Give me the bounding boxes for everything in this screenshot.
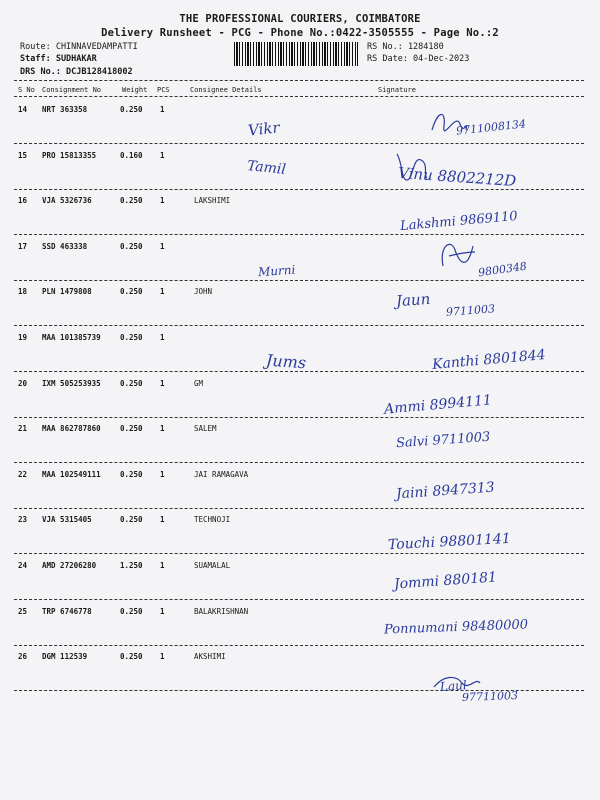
rs-number: RS No.: 1284180 (367, 42, 444, 52)
handwritten-signature: Jaini 8947313 (395, 479, 496, 503)
row-sno: 19 (18, 333, 28, 342)
row-pcs: 1 (160, 241, 165, 251)
row-divider (14, 553, 584, 554)
row-sno: 18 (18, 287, 28, 297)
row-consignee: JAI RAMAGAVA (194, 469, 249, 479)
col-consignee: Consignee Details (190, 86, 262, 94)
row-consignee: BALAKRISHNAN (194, 606, 249, 616)
row-consignment: MAA 101385739 (42, 333, 101, 342)
row-divider (14, 508, 584, 509)
row-weight: 0.250 (120, 287, 143, 297)
row-weight: 0.250 (120, 241, 143, 251)
route-label: Route: CHINNAVEDAMPATTI (20, 42, 138, 52)
row-consignment: NRT 363358 (42, 105, 88, 114)
row-pcs: 1 (160, 652, 165, 662)
row-divider (14, 417, 584, 418)
row-weight: 1.250 (120, 561, 143, 570)
row-divider (14, 599, 584, 600)
handwritten-signature: Murni (257, 262, 296, 280)
row-weight: 0.160 (120, 150, 143, 160)
handwritten-signature: 9711003 (445, 302, 496, 319)
row-sno: 20 (18, 378, 28, 388)
row-sno: 26 (18, 652, 28, 662)
row-consignment: AMD 27206280 (42, 561, 97, 570)
row-sno: 23 (18, 515, 28, 525)
runsheet-subtitle: Delivery Runsheet - PCG - Phone No.:0422-3505555 - Page No.:2 (101, 27, 499, 39)
handwritten-signature: 9711008134 (455, 117, 527, 138)
col-signature: Signature (378, 86, 416, 94)
signature-scribble (432, 673, 482, 693)
handwritten-signature: Ponnumani 98480000 (383, 617, 529, 638)
col-weight: Weight (122, 86, 148, 94)
row-divider (14, 462, 584, 463)
row-weight: 0.250 (120, 333, 143, 342)
row-divider (14, 234, 584, 235)
row-consignment: VJA 5315405 (42, 515, 92, 525)
row-consignment: DGM 112539 (42, 652, 88, 662)
row-divider (14, 280, 584, 281)
handwritten-signature: Lakshmi 9869110 (399, 208, 519, 235)
row-pcs: 1 (160, 196, 165, 206)
handwritten-signature: Jums (265, 350, 307, 373)
row-sno: 16 (18, 196, 28, 206)
company-title: THE PROFESSIONAL COURIERS, COIMBATORE (179, 13, 421, 25)
row-weight: 0.250 (120, 424, 143, 434)
divider (14, 96, 584, 97)
row-pcs: 1 (160, 561, 165, 570)
row-sno: 22 (18, 469, 28, 479)
row-sno: 25 (18, 606, 28, 616)
row-consignee: GM (194, 378, 204, 388)
row-sno: 24 (18, 561, 28, 570)
rs-date: RS Date: 04-Dec-2023 (367, 54, 470, 64)
col-consignment: Consignment No (42, 86, 102, 94)
handwritten-signature: Salvi 9711003 (395, 429, 491, 452)
handwritten-signature: Laul (439, 678, 468, 694)
row-consignment: VJA 5326736 (42, 196, 92, 206)
row-weight: 0.250 (120, 196, 143, 206)
signature-scribble (393, 150, 429, 186)
row-pcs: 1 (160, 378, 165, 388)
barcode (234, 42, 358, 66)
row-weight: 0.250 (120, 469, 143, 479)
row-pcs: 1 (160, 150, 165, 160)
row-consignment: MAA 102549111 (42, 469, 101, 479)
row-weight: 0.250 (120, 378, 143, 388)
staff-label: Staff: SUDHAKAR (20, 54, 97, 64)
row-pcs: 1 (160, 606, 165, 616)
row-pcs: 1 (160, 469, 165, 479)
row-divider (14, 645, 584, 646)
row-pcs: 1 (160, 515, 165, 525)
row-consignee: SUAMALAL (194, 561, 231, 570)
handwritten-signature: Vikr (247, 118, 281, 140)
row-sno: 21 (18, 424, 28, 434)
signature-scribble (430, 108, 470, 138)
row-consignee: JOHN (194, 287, 213, 297)
row-pcs: 1 (160, 287, 165, 297)
row-consignment: PRO 15813355 (42, 150, 97, 160)
row-divider (14, 325, 584, 326)
row-consignee: LAKSHIMI (194, 196, 231, 206)
row-weight: 0.250 (120, 515, 143, 525)
row-weight: 0.250 (120, 105, 143, 114)
row-pcs: 1 (160, 424, 165, 434)
handwritten-signature: Touchi 98801141 (387, 530, 512, 554)
row-consignment: MAA 862787860 (42, 424, 101, 434)
row-consignee: AKSHIMI (194, 652, 226, 662)
divider (14, 80, 584, 81)
row-pcs: 1 (160, 333, 165, 342)
row-weight: 0.250 (120, 652, 143, 662)
row-consignment: PLN 1479808 (42, 287, 92, 297)
handwritten-signature: 97711003 (461, 689, 519, 704)
row-sno: 17 (18, 241, 28, 251)
signature-scribble (437, 236, 477, 276)
row-weight: 0.250 (120, 606, 143, 616)
row-sno: 15 (18, 150, 28, 160)
drs-number: DRS No.: DCJB128418002 (20, 67, 133, 77)
handwritten-signature: Ammi 8994111 (383, 392, 493, 418)
row-sno: 14 (18, 105, 28, 114)
row-consignment: TRP 6746778 (42, 606, 92, 616)
handwritten-signature: Kanthi 8801844 (431, 347, 547, 373)
handwritten-signature: 9800348 (477, 259, 528, 280)
row-consignee: SALEM (194, 424, 217, 434)
row-consignee: TECHNOJI (194, 515, 231, 525)
handwritten-signature: Jaun (395, 289, 431, 311)
handwritten-signature: Jommi 880181 (393, 569, 498, 593)
row-pcs: 1 (160, 105, 165, 114)
row-consignment: SSD 463338 (42, 241, 88, 251)
col-pcs: PCS (157, 86, 170, 94)
handwritten-signature: Vinu 8802212D (397, 163, 517, 191)
handwritten-signature: Tamil (246, 158, 287, 178)
col-sno: S No (18, 86, 35, 94)
row-divider (14, 143, 584, 144)
row-consignment: IXM 505253935 (42, 378, 101, 388)
